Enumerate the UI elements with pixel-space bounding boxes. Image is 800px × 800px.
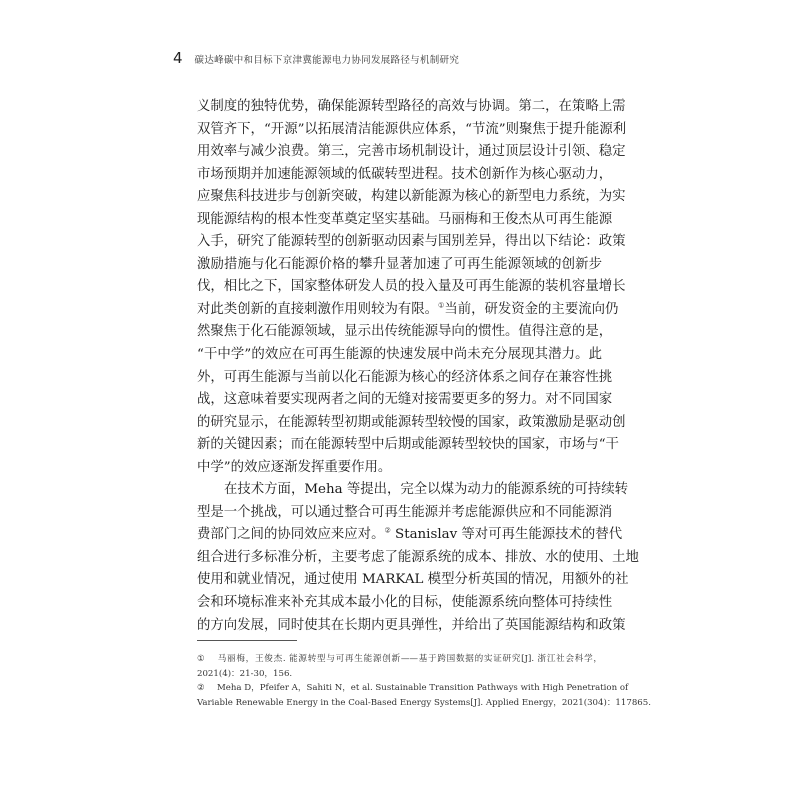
footnote-divider — [197, 640, 297, 641]
text-line: 会和环境标准来补充其成本最小化的目标，使能源系统向整体可持续性 — [197, 595, 613, 611]
text-segment: Stanislav 等对可再生能源技术的替代 — [395, 527, 623, 543]
body-text — [197, 96, 639, 637]
text-segment: 当前，研发资金的主要流向仍 — [444, 301, 619, 317]
text-line — [197, 524, 623, 547]
paragraph — [197, 96, 627, 479]
text-line: 应聚焦科技进步与创新突破，构建以新能源为核心的新型电力系统，为实 — [197, 189, 626, 205]
text-line: 入手，研究了能源转型的创新驱动因素与国别差异，得出以下结论：政策 — [197, 234, 626, 250]
footnote-line — [197, 652, 602, 667]
page-number: 4 — [173, 49, 183, 67]
footnote-mark: ② — [197, 683, 205, 693]
text-line: “干中学”的效应在可再生能源的快速发展中尚未充分展现其潜力。此 — [197, 347, 602, 363]
footnote-line: Variable Renewable Energy in the Coal-Based Energy Systems[J]. Applied Energy，2021(304)：117865. — [197, 697, 651, 708]
footnote — [197, 652, 602, 681]
text-line: 用效率与减少浪费。第三，完善市场机制设计，通过顶层设计引领、稳定 — [197, 144, 626, 160]
text-line: 新的关键因素；而在能源转型中后期或能源转型较快的国家，市场与“干 — [197, 437, 619, 453]
text-line: 伐，相比之下，国家整体研发人员的投入量及可再生能源的装机容量增长 — [197, 279, 626, 295]
footnote — [197, 681, 651, 710]
text-line: 使用和就业情况，通过使用 MARKAL 模型分析英国的情况，用额外的社 — [197, 572, 629, 588]
footnote-ref[interactable]: ② — [384, 526, 391, 535]
footnote-ref[interactable]: ① — [438, 301, 445, 310]
text-segment: 费部门之间的协同效应来应对。 — [197, 527, 385, 543]
text-line: 的研究显示，在能源转型初期或能源转型较慢的国家，政策激励是驱动创 — [197, 414, 626, 430]
text-line — [197, 299, 619, 322]
text-line: 市场预期并加速能源领域的低碳转型进程。技术创新作为核心驱动力， — [197, 166, 613, 182]
page-header — [173, 49, 680, 67]
paragraph — [197, 479, 639, 637]
footnote-mark: ① — [197, 654, 205, 664]
footnotes — [197, 652, 651, 710]
text-line: 在技术方面，Meha 等提出，完全以煤为动力的能源系统的可持续转 — [224, 482, 629, 498]
footnote-line — [197, 681, 629, 696]
text-line: 的方向发展，同时使其在长期内更具弹性，并给出了英国能源结构和政策 — [197, 617, 626, 633]
text-line: 外，可再生能源与当前以化石能源为核心的经济体系之间存在兼容性挑 — [197, 369, 613, 385]
text-line: 中学”的效应逐渐发挥重要作用。 — [197, 459, 392, 475]
text-segment: 对此类创新的直接刺激作用则较为有限。 — [197, 301, 439, 317]
footnote-text: Meha D，Pfeifer A，Sahiti N，et al. Sustainable Transition Pathways with High Penetration of — [217, 683, 629, 693]
text-line: 战，这意味着要实现两者之间的无缝对接需要更多的努力。对不同国家 — [197, 392, 613, 408]
text-line: 型是一个挑战，可以通过整合可再生能源并考虑能源供应和不同能源消 — [197, 504, 613, 520]
text-line: 义制度的独特优势，确保能源转型路径的高效与协调。第二，在策略上需 — [197, 99, 626, 114]
text-line: 然聚焦于化石能源领域，显示出传统能源导向的惯性。值得注意的是， — [197, 324, 613, 340]
text-line: 激励措施与化石能源价格的攀升显著加速了可再生能源领域的创新步 — [197, 256, 602, 272]
running-title: 碳达峰碳中和目标下京津冀能源电力协同发展路径与机制研究 — [194, 55, 460, 66]
footnote-line: 2021(4)：21-30，156. — [197, 668, 293, 679]
footnote-text: 马丽梅，王俊杰. 能源转型与可再生能源创新——基于跨国数据的实证研究[J]. 浙江社会科学， — [217, 654, 602, 664]
text-line: 组合进行多标准分析，主要考虑了能源系统的成本、排放、水的使用、土地 — [197, 549, 639, 565]
text-line: 双管齐下，“开源”以拓展清洁能源供应体系，“节流”则聚焦于提升能源利 — [197, 121, 627, 137]
text-line: 现能源结构的根本性变革奠定坚实基础。马丽梅和王俊杰从可再生能源 — [197, 211, 613, 227]
